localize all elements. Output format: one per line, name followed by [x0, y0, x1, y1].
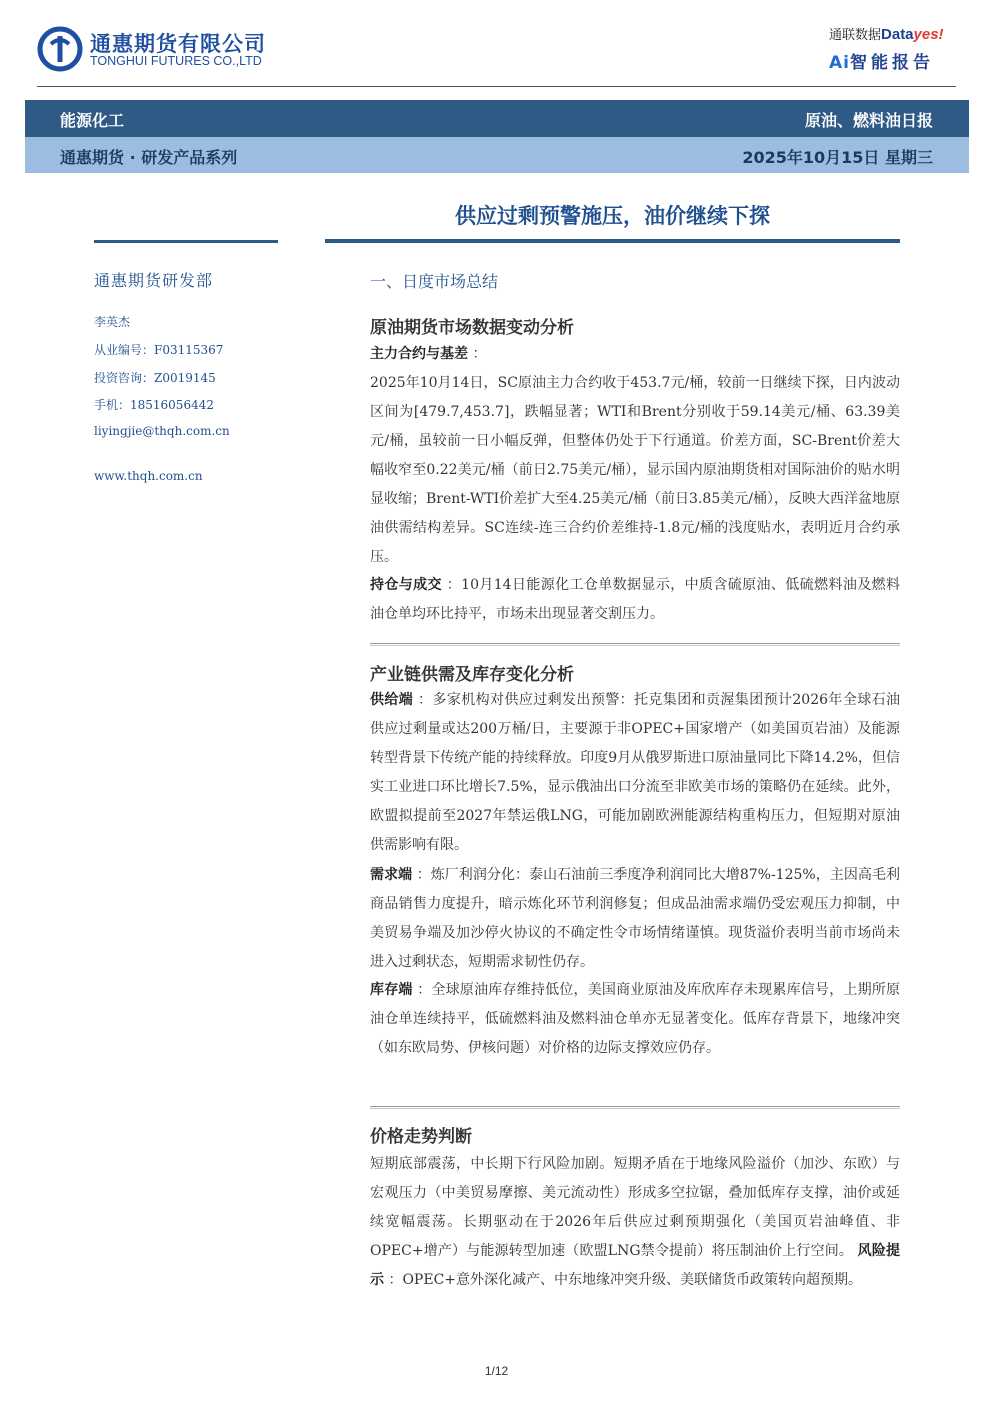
demand-label: 需求端: [370, 867, 413, 883]
section-heading: 一、日度市场总结: [370, 272, 499, 291]
datayes-prefix: 通联数据: [829, 28, 882, 43]
page-number: 1/12: [484, 1364, 509, 1378]
header-divider: [37, 86, 956, 87]
sidebar-top-rule: [94, 240, 278, 243]
analyst-phone: 手机：18516056442: [94, 398, 214, 412]
basis-label-line: [370, 340, 900, 369]
basis-paragraph: 2025年10月14日，SC原油主力合约收于453.7元/桶，较前一日继续下探，日内波动区间为[479.7,453.7]，跌幅显著；WTI和Brent分别收于59.14美元/桶、63.39美元/桶，虽较前一日小幅反弹，但整体仍处于下行通道。价差方面，SC-Brent价差大幅收窄至0.22美元/桶（前日2.75美元/桶），显示国内原油期货相对国际油价的贴水明显收缩；Brent-WTI价差扩大至4.25美元/桶（前日3.85美元/桶），反映大西洋盆地原油供需结构差异。SC连续-连三合约价差维持-1.8元/桶的浅度贴水，表明近月合约承压。: [370, 375, 900, 565]
department-name: 通惠期货研发部: [94, 271, 214, 290]
datayes-brand: Data: [881, 26, 914, 43]
datayes-logo: [829, 24, 944, 43]
risk-text: ：OPEC+意外深化减产、中东地缘冲突升级、美联储货币政策转向超预期。: [384, 1272, 863, 1288]
analyst-consult-id: 投资咨询：Z0019145: [94, 371, 216, 385]
supply-paragraph: [370, 686, 900, 860]
inventory-paragraph: [370, 976, 900, 1063]
basis-colon: ：: [468, 346, 487, 362]
demand-text: ：炼厂利润分化：泰山石油前三季度净利润同比大增87%-125%，主因高毛利商品销售力度提升，暗示炼化环节利润修复；但成品油需求端仍受宏观压力抑制，中美贸易争端及加沙停火协议的不确定性令市场情绪谨慎。现货溢价表明当前市场尚未进入过剩状态，短期需求韧性仍存。: [370, 867, 900, 970]
analyst-name: 李英杰: [94, 315, 131, 329]
basis-label: 主力合约与基差: [370, 346, 468, 362]
inventory-text: ：全球原油库存维持低位，美国商业原油及库欣库存未现累库信号，上期所原油仓单连续持平，低硫燃料油及燃料油仓单亦无显著变化。低库存背景下，地缘冲突（如东欧局势、伊核问题）对价格的边际支撑效应仍存。: [370, 982, 901, 1056]
report-type-label: 原油、燃料油日报: [804, 111, 933, 130]
report-date: 2025年10月15日 星期三: [742, 148, 933, 167]
position-label: 持仓与成交: [370, 577, 442, 593]
position-paragraph: [370, 571, 900, 629]
analyst-email[interactable]: liyingjie@thqh.com.cn: [94, 424, 230, 438]
section-separator: [370, 1106, 900, 1109]
supply-text: ：多家机构对供应过剩发出预警：托克集团和贡渥集团预计2026年全球石油供应过剩量或达200万桶/日，主要源于非OPEC+国家增产（如美国页岩油）及能源转型背景下传统产能的持续释放。印度9月从俄罗斯进口原油量同比下降14.2%，但信实工业进口环比增长7.5%，显示俄油出口分流至非欧美市场的策略仍在延续。此外，欧盟拟提前至2027年禁运俄LNG，可能加剧欧洲能源结构重构压力，但短期对原油供需影响有限。: [370, 692, 901, 853]
ai-report-text: 智能报告: [849, 53, 934, 73]
supply-label: 供给端: [370, 692, 414, 708]
company-name-cn: 通惠期货有限公司: [90, 32, 266, 56]
company-website[interactable]: www.thqh.com.cn: [94, 469, 203, 483]
position-text: ：10月14日能源化工仓单数据显示，中质含硫原油、低硫燃料油及燃料油仓单均环比持平，市场未出现显著交割压力。: [370, 577, 901, 622]
chain-analysis-heading: 产业链供需及库存变化分析: [370, 665, 574, 685]
ai-report-label: [829, 48, 934, 73]
inventory-label: 库存端: [370, 982, 413, 998]
analyst-license: 从业编号：F03115367: [94, 343, 224, 357]
crude-analysis-heading: 原油期货市场数据变动分析: [370, 318, 574, 338]
section-separator: [370, 643, 900, 646]
report-title: 供应过剩预警施压，油价继续下探: [455, 204, 770, 228]
tonghui-logo-icon: [37, 26, 83, 72]
risk-label: 风险提示: [370, 1243, 900, 1288]
price-paragraph: [370, 1150, 900, 1295]
demand-paragraph: [370, 861, 900, 977]
category-label: 能源化工: [60, 111, 125, 130]
company-name-en: TONGHUI FUTURES CO.,LTD: [90, 54, 262, 68]
price-text: 短期底部震荡，中长期下行风险加剧。短期矛盾在于地缘风险溢价（加沙、东欧）与宏观压力（中美贸易摩擦、美元流动性）形成多空拉锯，叠加低库存支撑，油价或延续宽幅震荡。长期驱动在于2026年后供应过剩预期强化（美国页岩油峰值、非OPEC+增产）与能源转型加速（欧盟LNG禁令提前）将压制油价上行空间。: [370, 1156, 900, 1259]
series-label: 通惠期货 · 研发产品系列: [60, 148, 238, 167]
ai-mark: Ai: [829, 53, 850, 73]
price-judgement-heading: 价格走势判断: [370, 1127, 472, 1147]
datayes-yes: yes!: [913, 26, 944, 43]
title-underline: [325, 239, 900, 243]
